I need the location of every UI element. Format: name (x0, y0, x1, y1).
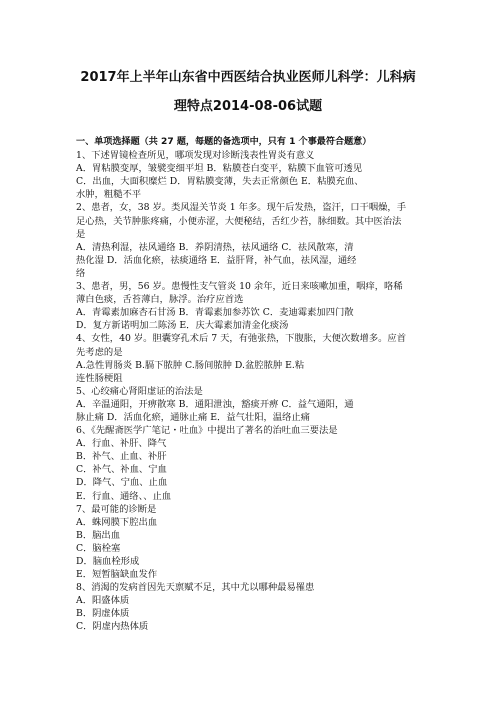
text-line: A．清热利湿，祛风通络 B．养阴清热，祛风通络 C．祛风散寒，清 (76, 241, 354, 253)
text-line: B．脑出血 (76, 529, 121, 541)
text-line: D．降气、宁血、止血 (76, 477, 168, 489)
exam-title-line-1: 2017年上半年山东省中西医结合执业医师儿科学：儿科病 (80, 70, 416, 85)
text-line: 足心热，关节肿胀疼痛，小便赤涩，大便秘结，舌红少苔，脉细数。其中医治法 (76, 215, 402, 227)
text-line: 7、最可能的诊断是 (76, 503, 157, 515)
exam-body (76, 136, 426, 634)
text-line: 络 (76, 267, 86, 279)
text-line: E．行血、通络、、止血 (76, 490, 172, 502)
text-line: 连性肠梗阻 (76, 372, 123, 384)
text-line: D．脑血栓形成 (76, 556, 140, 567)
text-line: A．行血、补肝、降气 (76, 438, 167, 450)
text-line: 4、女性，40 岁。胆囊穿孔术后 7 天，有弛张热，下腹胀，大便次数增多。应首 (76, 333, 407, 345)
text-line: B．补气、止血、补肝 (76, 451, 167, 463)
text-line: A．胃粘膜变厚，皱襞变细平坦 B．粘膜苍白变平，粘膜下血管可透见 (76, 163, 363, 175)
text-line: 8、消渴的发病首因先天禀赋不足，其中尤以哪种最易罹患 (76, 582, 315, 594)
text-line: E．短暂脑缺血发作 (76, 569, 158, 581)
text-line: A．青霉素加麻杏石甘汤 B．青霉素加参苏饮 C．麦迪霉素加四门散 (76, 307, 354, 319)
text-line: B．阴虚体质 (76, 608, 130, 620)
text-line: C．出血，大面积糜烂 D．胃粘膜变薄，失去正常颜色 E．粘膜充血、 (76, 176, 364, 188)
text-line: 水肿，粗糙不平 (76, 189, 142, 201)
text-line: A．蛛网膜下腔出血 (76, 516, 158, 528)
text-line: 2、患者，女，38 岁。类风湿关节炎 1 年多。现午后发热，盗汗，口干咽燥，手 (76, 202, 407, 214)
text-line: 1、下述胃镜检查所见，哪项发现对诊断浅表性胃炎有意义 (76, 150, 315, 162)
text-line: 先考虑的是 (76, 346, 123, 358)
exam-title-line-2: 理特点2014-08-06试题 (173, 99, 323, 114)
question-list (76, 149, 426, 633)
text-line: 3、患者，男，56 岁。患慢性支气管炎 10 余年，近日来咳嗽加重，咽痒，咯稀 (76, 281, 403, 293)
text-line: A．辛温通阳，开痹散寒 B．通阳泄浊，豁痰开痹 C．益气通阳，通 (76, 398, 354, 410)
text-line: C．补气、补血、宁血 (76, 464, 167, 476)
text-line: C．阴虚内热体质 (76, 621, 149, 633)
text-line: 薄白色痰，舌苔薄白，脉浮。治疗应首选 (76, 294, 244, 306)
text-line: 脉止痛 D．活血化瘀，通脉止痛 E．益气壮阳，温络止痛 (76, 411, 310, 423)
text-line: 5、心绞痛心肾阳虚证的治法是 (76, 385, 203, 397)
text-line: D．复方新诺明加二陈汤 E．庆大霉素加清金化痰汤 (76, 320, 289, 332)
text-line: C．脑栓塞 (76, 542, 121, 554)
section-heading: 一、单项选择题（共 27 题，每题的备选项中，只有 1 个事最符合题意） (76, 137, 372, 147)
text-line: A．阳盛体质 (76, 595, 130, 607)
text-line: 是 (76, 228, 86, 240)
text-line: 热化湿 D．活血化瘀，祛痰通络 E．益肝肾，补气血，祛风湿，通经 (76, 254, 357, 266)
text-line: 6、《先醒斋医学广笔记・吐血》中提出了著名的治吐血三要法是 (76, 425, 338, 437)
text-line: A.急性胃肠炎 B.膈下脓肿 C.肠间脓肿 D.盆腔脓肿 E.粘 (76, 359, 305, 371)
